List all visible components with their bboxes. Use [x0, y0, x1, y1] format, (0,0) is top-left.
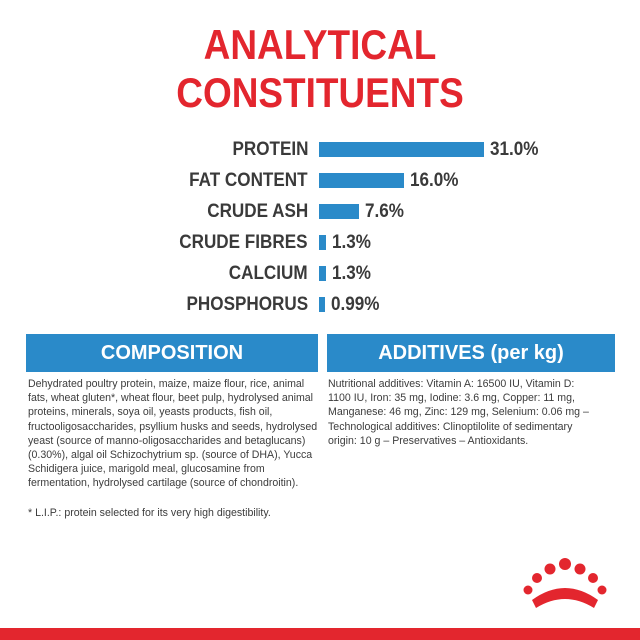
constituent-value: 16.0%	[410, 170, 459, 191]
constituent-bar	[319, 204, 359, 219]
constituent-row	[0, 137, 640, 163]
constituent-row	[0, 292, 640, 318]
constituent-value: 7.6%	[365, 201, 405, 222]
constituent-row	[0, 168, 640, 194]
constituent-bar	[319, 173, 404, 188]
constituent-label: PHOSPHORUS	[186, 294, 308, 315]
constituent-bar	[319, 266, 326, 281]
constituent-value: 0.99%	[331, 294, 380, 315]
constituent-label: CRUDE ASH	[206, 201, 308, 222]
royal-canin-crown-icon	[520, 556, 610, 614]
constituent-label: FAT CONTENT	[189, 170, 308, 191]
composition-text: Dehydrated poultry protein, maize, maize flour, rice, animal fats, wheat gluten*, wheat flour, beet pulp, hydrolysed animal proteins, minerals, soya oil, yeasts products, fish oil, fructooligosaccharides, psyllium husks and seeds, hydrolysed yeast (source of manno-oligosaccharides and betaglucans) (0.30%), algal oil Schizochytrium sp. (source of DHA), Yucca Schidigera juice, marigold meal, glucosamine from fermentation, hydrolysed cartilage (source of chondroitin).	[28, 378, 318, 490]
composition-note: * L.I.P.: protein selected for its very high digestibility.	[28, 507, 271, 519]
page-title-line-1: ANALYTICAL	[203, 21, 437, 68]
constituent-value: 31.0%	[490, 139, 539, 160]
constituent-value: 1.3%	[331, 263, 371, 284]
constituent-label: PROTEIN	[231, 139, 308, 160]
constituent-label: CALCIUM	[229, 263, 308, 284]
constituent-row	[0, 199, 640, 225]
footer-bar	[0, 628, 640, 640]
constituent-row	[0, 261, 640, 287]
composition-heading: COMPOSITION	[26, 334, 318, 372]
constituent-bar	[319, 235, 326, 250]
constituent-bar	[319, 142, 484, 157]
constituent-bar	[319, 297, 325, 312]
constituent-value: 1.3%	[331, 232, 371, 253]
constituent-label: CRUDE FIBRES	[179, 232, 308, 253]
constituent-row	[0, 230, 640, 256]
page-title-line-2: CONSTITUENTS	[176, 69, 464, 116]
additives-heading: ADDITIVES (per kg)	[327, 334, 615, 372]
additives-text: Nutritional additives: Vitamin A: 16500 IU, Vitamin D: 1100 IU, Iron: 35 mg, Iodine: 3.6 mg, Copper: 11 mg, Manganese: 46 mg, Zinc: 129 mg, Selenium: 0.06 mg – Technological additives: Clinoptilolite of sedimentary origin: 10 g – Preservatives – Antioxidants.	[328, 378, 589, 447]
